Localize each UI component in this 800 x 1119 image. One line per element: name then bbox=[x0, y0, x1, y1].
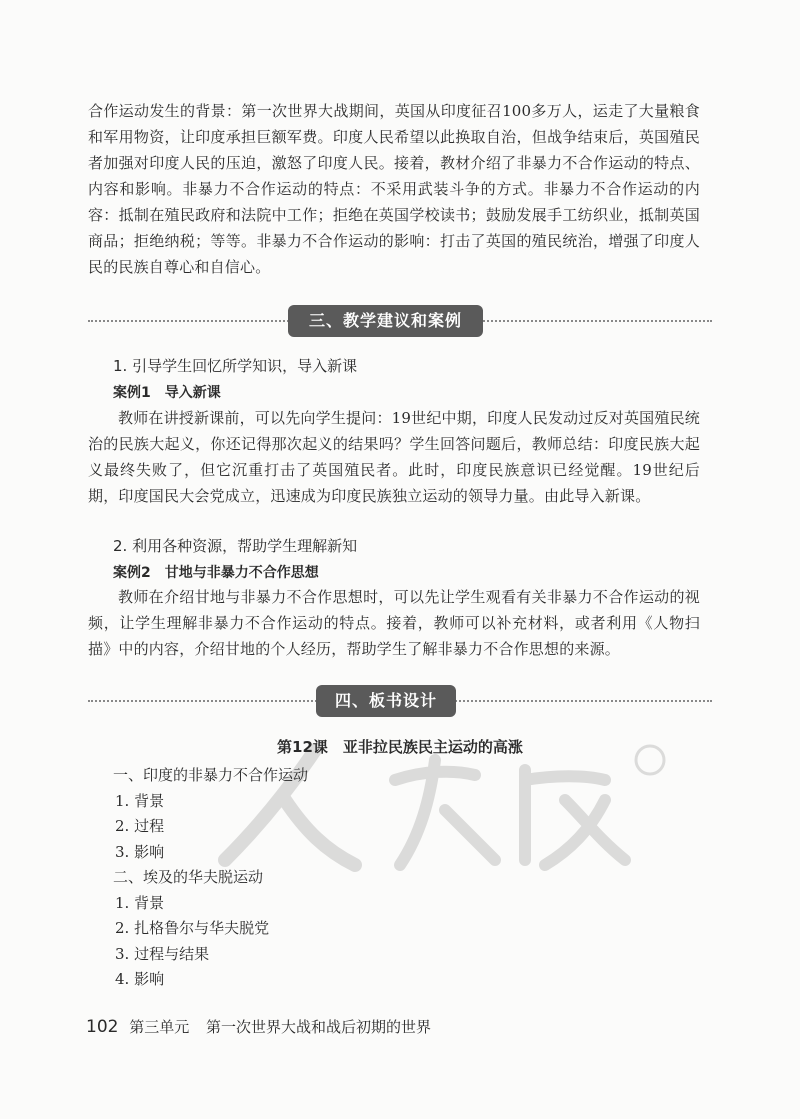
subheading-2: 2. 利用各种资源，帮助学生理解新知 bbox=[113, 537, 358, 555]
section-4-header bbox=[88, 685, 712, 717]
case-2-label: 案例2 甘地与非暴力不合作思想 bbox=[113, 565, 319, 581]
outline-item: 一、印度的非暴力不合作运动 bbox=[113, 766, 309, 784]
case-1-body: 教师在讲授新课前，可以先向学生提问：19世纪中期，印度人民发动过反对英国殖民统治的民族大起义，你还记得那次起义的结果吗？学生回答问题后，教师总结：印度民族大起义最终失败了，但它沉重打击了英国殖民者。此时，印度民族意识已经觉醒。19世纪后期，印度国民大会党成立，迅速成为印度民族独立运动的领导力量。由此导入新课。 bbox=[88, 409, 700, 505]
section-4-title: 四、板书设计 bbox=[316, 685, 456, 717]
unit-label: 第三单元 bbox=[129, 1018, 190, 1036]
intro-paragraph: 合作运动发生的背景：第一次世界大战期间，英国从印度征召100多万人，运走了大量粮食和军用物资，让印度承担巨额军费。印度人民希望以此换取自治，但战争结束后，英国殖民者加强对印度人民的压迫，激怒了印度人民。接着，教材介绍了非暴力不合作运动的特点、内容和影响。非暴力不合作运动的特点：不采用武装斗争的方式。非暴力不合作运动的内容：抵制在殖民政府和法院中工作；拒绝在英国学校读书；鼓励发展手工纺织业，抵制英国商品；拒绝纳税；等等。非暴力不合作运动的影响：打击了英国的殖民统治，增强了印度人民的民族自尊心和自信心。 bbox=[88, 102, 700, 276]
case-1-label: 案例1 导入新课 bbox=[113, 385, 221, 401]
outline-item: 1. 背景 bbox=[115, 893, 165, 912]
page-footer bbox=[86, 1016, 431, 1037]
outline-item: 2. 扎格鲁尔与华夫脱党 bbox=[115, 919, 270, 937]
unit-title: 第一次世界大战和战后初期的世界 bbox=[206, 1018, 432, 1036]
outline-item: 4. 影响 bbox=[115, 970, 165, 988]
outline-item: 2. 过程 bbox=[115, 817, 165, 835]
case-2-body: 教师在介绍甘地与非暴力不合作思想时，可以先让学生观看有关非暴力不合作运动的视频，让学生理解非暴力不合作运动的特点。接着，教师可以补充材料，或者利用《人物扫描》中的内容，介绍甘地的个人经历，帮助学生了解非暴力不合作思想的来源。 bbox=[88, 588, 700, 658]
board-outline bbox=[113, 763, 308, 993]
section-3-title: 三、教学建议和案例 bbox=[288, 305, 483, 337]
page-number: 102 bbox=[86, 1017, 119, 1037]
subheading-1: 1. 引导学生回忆所学知识，导入新课 bbox=[113, 357, 358, 375]
outline-item: 1. 背景 bbox=[115, 791, 165, 810]
section-3-header bbox=[88, 305, 712, 337]
outline-item: 二、埃及的华夫脱运动 bbox=[113, 868, 264, 886]
board-title: 第12课 亚非拉民族民主运动的高涨 bbox=[277, 738, 523, 756]
outline-item: 3. 过程与结果 bbox=[115, 944, 210, 963]
outline-item: 3. 影响 bbox=[115, 842, 165, 861]
